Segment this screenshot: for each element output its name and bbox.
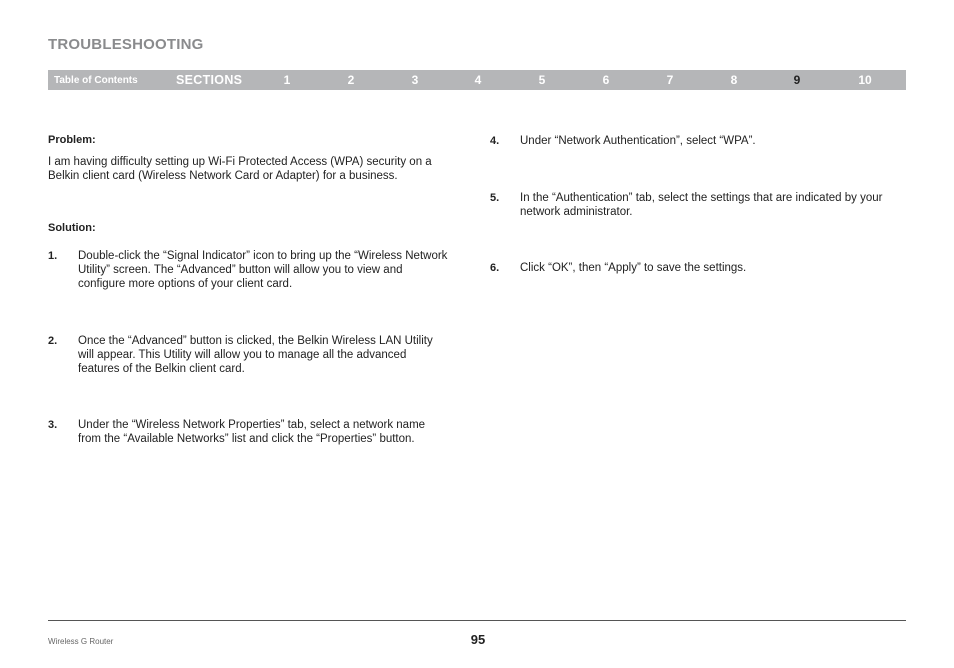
- section-link-10[interactable]: 10: [858, 73, 872, 87]
- step-text: Under the “Wireless Network Properties” tab, select a network name from the “Available Networks” list and click the “Properties” button.: [78, 419, 426, 446]
- section-link-4[interactable]: 4: [474, 73, 482, 87]
- step-number: 1.: [48, 250, 58, 262]
- problem-text: I am having difficulty setting up Wi-Fi Protected Access (WPA) security on a Belkin client card (Wireless Network Card or Adapter) for a business.: [48, 156, 432, 183]
- footer-product-name: Wireless G Router: [48, 637, 114, 646]
- problem-label: Problem:: [48, 134, 96, 146]
- step-text: Once the “Advanced” button is clicked, the Belkin Wireless LAN Utility will appear. This Utility will allow you to manage all the advanced features of the Belkin client card.: [78, 335, 433, 376]
- section-link-8[interactable]: 8: [730, 73, 738, 87]
- step-text: Under “Network Authentication”, select “WPA”.: [520, 135, 756, 147]
- section-link-2[interactable]: 2: [347, 73, 355, 87]
- section-link-6[interactable]: 6: [602, 73, 610, 87]
- footer-divider: [48, 620, 906, 621]
- step-text: In the “Authentication” tab, select the settings that are indicated by your network administrator.: [520, 192, 883, 219]
- section-link-7[interactable]: 7: [666, 73, 674, 87]
- step-number: 2.: [48, 335, 58, 347]
- step-number: 3.: [48, 419, 58, 431]
- step-number: 4.: [490, 135, 500, 147]
- step-number: 6.: [490, 262, 500, 274]
- section-link-3[interactable]: 3: [411, 73, 419, 87]
- sections-label: SECTIONS: [176, 73, 243, 87]
- step-number: 5.: [490, 192, 500, 204]
- section-nav-bar: [48, 70, 906, 90]
- step-text: Click “OK”, then “Apply” to save the settings.: [520, 262, 747, 274]
- step-text: Double-click the “Signal Indicator” icon to bring up the “Wireless Network Utility” screen. The “Advanced” button will allow you to view and configure more options of your client card.: [78, 250, 448, 291]
- table-of-contents-link[interactable]: Table of Contents: [54, 75, 138, 86]
- solution-label: Solution:: [48, 222, 96, 234]
- page-section-title: TROUBLESHOOTING: [48, 36, 204, 53]
- section-link-1[interactable]: 1: [283, 73, 291, 87]
- section-link-5[interactable]: 5: [538, 73, 546, 87]
- page-number: 95: [470, 632, 486, 647]
- section-link-9-current[interactable]: 9: [793, 73, 801, 87]
